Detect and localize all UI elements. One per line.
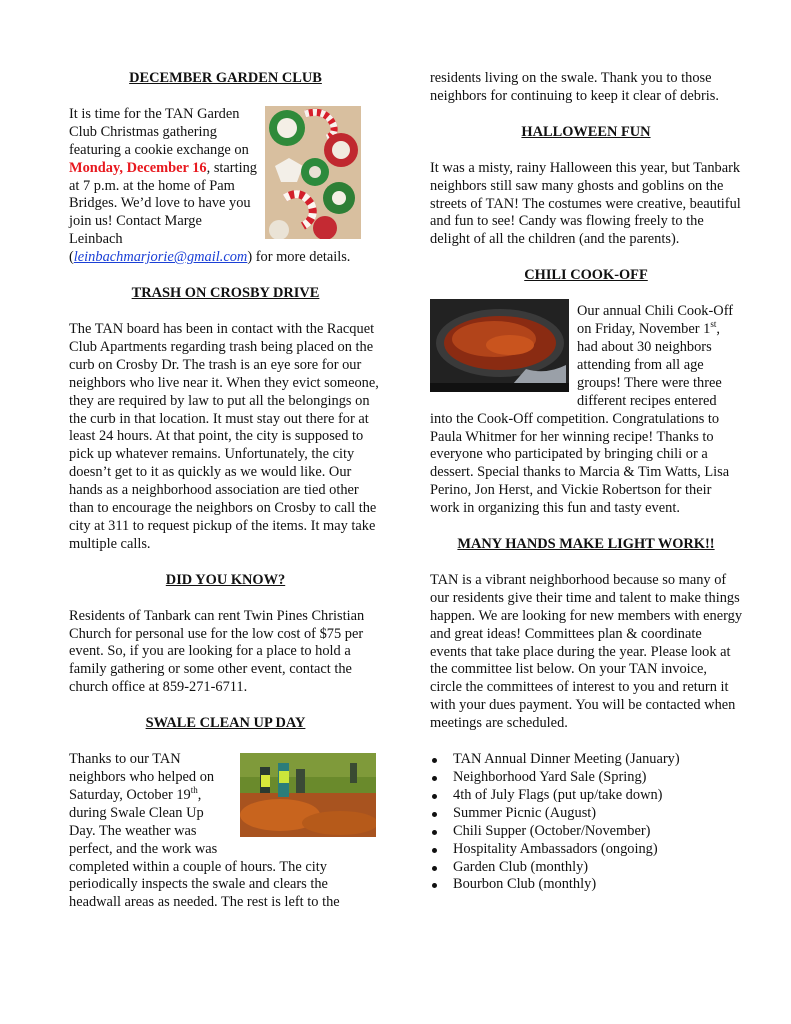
- swale-text-1: Thanks to our TAN neighbors who helped on Saturday, October 19: [69, 751, 215, 803]
- list-item: Neighborhood Yard Sale (Spring): [430, 769, 742, 787]
- swale-cleanup-image: [240, 753, 376, 837]
- swale-heading: SWALE CLEAN UP DAY: [145, 715, 306, 732]
- christmas-cookies-image: [265, 106, 361, 239]
- garden-club-date: Monday, December 16: [69, 159, 207, 176]
- trash-article: The TAN board has been in contact with the Racquet Club Apartments regarding trash being placed on the curb on Crosby Dr. The trash is an eye sore for our neighbors who live near it. When they evict someone, they are required by law to put all the belongings on the curb in that location. It must stay out there for at least 24 hours. At that point, the city is supposed to pick up whatever remains. Unfortunately, the city doesn’t get to it as quickly as we would like. Our hands as a neighborhood association are tied other than to encourage the neighbors on Crosby to call the city at 311 to request pickup of the items. It may take multiple calls.: [69, 320, 379, 552]
- halloween-heading: HALLOWEEN FUN: [521, 123, 651, 140]
- did-you-know-heading: DID YOU KNOW?: [165, 571, 286, 588]
- did-you-know-article: Residents of Tanbark can rent Twin Pines Christian Church for personal use for the low cost of $75 per event. So, if you are looking for a place to hold a family gathering or some other event, contact the church office at 859-271-6711.: [69, 607, 365, 696]
- list-item: Summer Picnic (August): [430, 805, 742, 823]
- swale-date-suffix: th: [190, 785, 198, 796]
- chili-pot-image: [430, 299, 569, 392]
- committee-list: [430, 751, 742, 894]
- chili-heading: CHILI COOK-OFF: [524, 267, 648, 284]
- contact-email-link[interactable]: leinbachmarjorie@gmail.com: [73, 249, 248, 266]
- swale-continued: residents living on the swale. Thank you to those neighbors for continuing to keep it clear of debris.: [430, 70, 719, 104]
- list-item: TAN Annual Dinner Meeting (January): [430, 751, 742, 769]
- swale-text-2: , during Swale Clean Up Day. The weather was perfect, and the work was completed within a couple of hours. The city periodically inspects the swale and clears the headwall areas as needed. The rest is left to the: [69, 786, 340, 911]
- garden-club-heading: DECEMBER GARDEN CLUB: [129, 70, 322, 86]
- list-item: Chili Supper (October/November): [430, 823, 742, 841]
- right-column: [430, 62, 742, 894]
- garden-club-text-2: , starting at 7 p.m. at the home of Pam Bridges. We’d love to have you join us! Contact Marge Leinbach (: [69, 159, 257, 266]
- swale-article: [69, 751, 382, 912]
- chili-article: [430, 303, 742, 518]
- chili-date-suffix: st: [710, 319, 717, 330]
- many-hands-article: TAN is a vibrant neighborhood because so many of our residents give their time and talent to make things happen. We are looking for new members with energy and great ideas! Committees plan & coordinate events that take place during the year. Please look at the committee list below. On your TAN invoice, circle the committees of interest to you and return it with your dues payment. You will be contacted when meetings are scheduled.: [430, 571, 743, 732]
- list-item: Bourbon Club (monthly): [430, 876, 742, 894]
- chili-text-2: , had about 30 neighbors attending from all age groups! There were three different recipes entered into the Cook-Off competition. Congratulations to Paula Whitmer for her winning recipe! Thanks to everyone who participated by bringing chili or a dessert. Special thanks to Marcia & Tim Watts, Lisa Perino, Jon Herst, and Vickie Robertson for their work in organizing this fun and tasty event.: [430, 321, 730, 517]
- garden-club-text-3: ) for more details.: [247, 249, 351, 266]
- garden-club-article: [69, 106, 382, 267]
- chili-text-1: Our annual Chili Cook-Off on Friday, November 1: [577, 303, 734, 338]
- many-hands-heading: MANY HANDS MAKE LIGHT WORK!!: [457, 536, 715, 553]
- garden-club-text-1: It is time for the TAN Garden Club Christmas gathering featuring a cookie exchange on: [69, 105, 249, 158]
- list-item: Garden Club (monthly): [430, 859, 742, 877]
- halloween-article: It was a misty, rainy Halloween this year, but Tanbark neighbors still saw many ghosts and goblins on the streets of TAN! The costumes were creative, beautiful and fun to see! Candy was flowing freely to the delight of all the children (and the parents).: [430, 159, 741, 248]
- trash-heading: TRASH ON CROSBY DRIVE: [131, 285, 320, 302]
- list-item: Hospitality Ambassadors (ongoing): [430, 841, 742, 859]
- left-column: [69, 62, 382, 912]
- list-item: 4th of July Flags (put up/take down): [430, 787, 742, 805]
